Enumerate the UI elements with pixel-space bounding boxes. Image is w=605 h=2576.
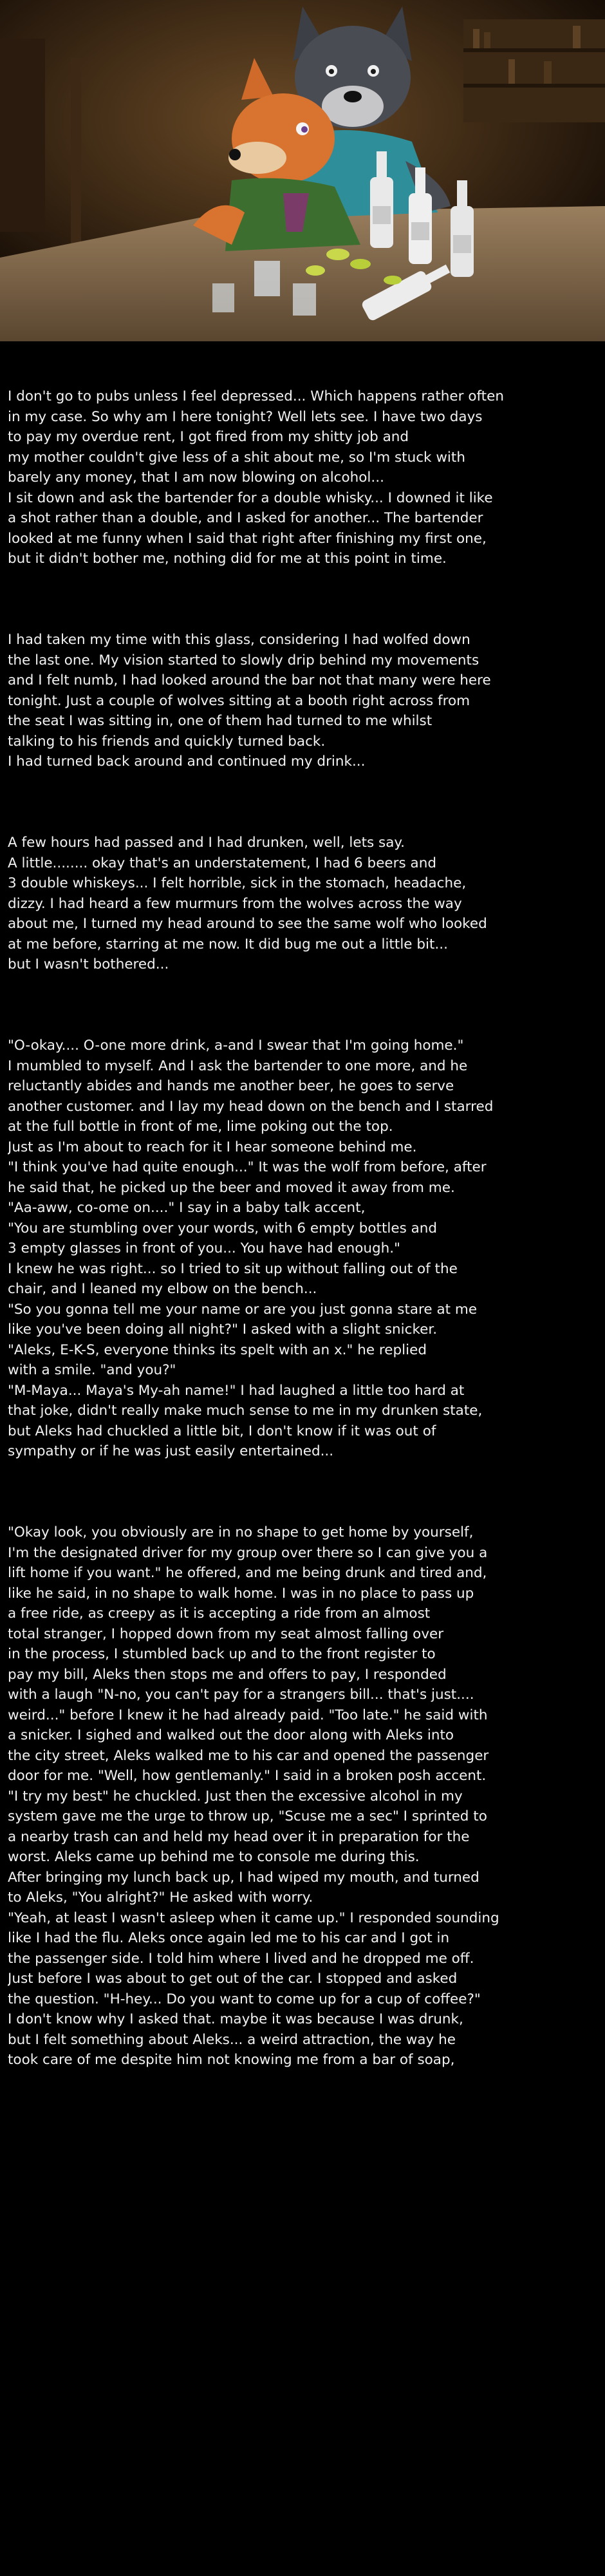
story-paragraph: I had taken my time with this glass, considering I had wolfed down the last one. My vision started to slowly drip behind my movements and I felt numb, I had looked around the bar not that many were here tonight. Just a couple of wolves sitting at a booth right across from the seat I was sitting in, one of them had turned to me whilst talking to his friends and quickly turned back. I had turned back around and continued my drink... (8, 632, 491, 770)
story-illustration (0, 0, 605, 341)
story-paragraph: "O-okay.... O-one more drink, a-and I swear that I'm going home." I mumbled to myself. And I ask the bartender to one more, and he reluctantly abides and hands me another beer, he goes to serve another customer. and I lay my head down on the bench and I starred at the full bottle in front of me, lime poking out the top. Just as I'm about to reach for it I hear someone behind me. "I think you've had quite enough..." It was the wolf from before, after he said that, he picked up the beer and moved it away from me. "Aa-aww, co-ome on...." I say in a baby talk accent, "You are stumbling over your words, with 6 empty bottles and 3 empty glasses in front of you... You have had enough." I knew he was right... so I tried to sit up without falling out of the chair, and I leaned my elbow on the bench... "So you gonna tell me your name or are you just gonna stare at me like you've been doing all night?" I asked with a slight snicker. "Aleks, E-K-S, everyone thinks its spelt with an x." he replied with a smile. "and you?" "M-Maya... Maya's My-ah name!" I had laughed a little too hard at that joke, didn't really make much sense to me in my drunken state, but Aleks had chuckled a little bit, I don't know if it was out of sympathy or if he was just easily entertained... (8, 1037, 494, 1459)
story-text (8, 346, 597, 2573)
story-paragraph: I don't go to pubs unless I feel depressed... Which happens rather often in my case. So why am I here tonight? Well lets see. I have two days to pay my overdue rent, I got fired from my shitty job and my mother couldn't give less of a shit about me, so I'm stuck with barely any money, that I am now blowing on alcohol... I sit down and ask the bartender for a double whisky... I downed it like a shot rather than a double, and I asked for another... The bartender looked at me funny when I said that right after finishing my first one, but it didn't bother me, nothing did for me at this point in time. (8, 388, 504, 567)
story-paragraph: A few hours had passed and I had drunken, well, lets say. A little........ okay that's an understatement, I had 6 beers and 3 double whiskeys... I felt horrible, sick in the stomach, headache, dizzy. I had heard a few murmurs from the wolves across the way about me, I turned my head around to see the same wolf who looked at me before, starring at me now. It did bug me out a little bit... but I wasn't bothered... (8, 835, 487, 972)
bar-scene-image (0, 0, 605, 341)
story-paragraph: "Okay look, you obviously are in no shape to get home by yourself, I'm the designated driver for my group over there so I can give you a lift home if you want." he offered, and me being drunk and tired and, like he said, in no shape to walk home. I was in no place to pass up a free ride, as creepy as it is accepting a ride from an almost total stranger, I hopped down from my seat almost falling over in the process, I stumbled back up and to the front register to pay my bill, Aleks then stops me and offers to pay, I responded with a laugh "N-no, you can't pay for a strangers bill... that's just.... weird..." before I knew it he had already paid. "Too late." he said with a snicker. I sighed and walked out the door along with Aleks into the city street, Aleks walked me to his car and opened the passenger door for me. "Well, how gentlemanly." I said in a broken posh accent. "I try my best" he chuckled. Just then the excessive alcohol in my system gave me the urge to throw up, "Scuse me a sec" I sprinted to a nearby trash can and held my head over it in preparation for the worst. Aleks came up behind me to console me during this. After bringing my lunch back up, I had wiped my mouth, and turned to Aleks, "You alright?" He asked with worry. "Yeah, at least I wasn't asleep when it came up." I responded sounding like I had the flu. Aleks once again led me to his car and I got in the passenger side. I told him where I lived and he dropped me off. Just before I was about to get out of the car. I stopped and asked the question. "H-hey... Do you want to come up for a cup of coffee?" I don't know why I asked that. maybe it was because I was drunk, but I felt something about Aleks... a weird attraction, the way he took care of me despite him not knowing me from a bar of soap, (8, 1524, 499, 2068)
